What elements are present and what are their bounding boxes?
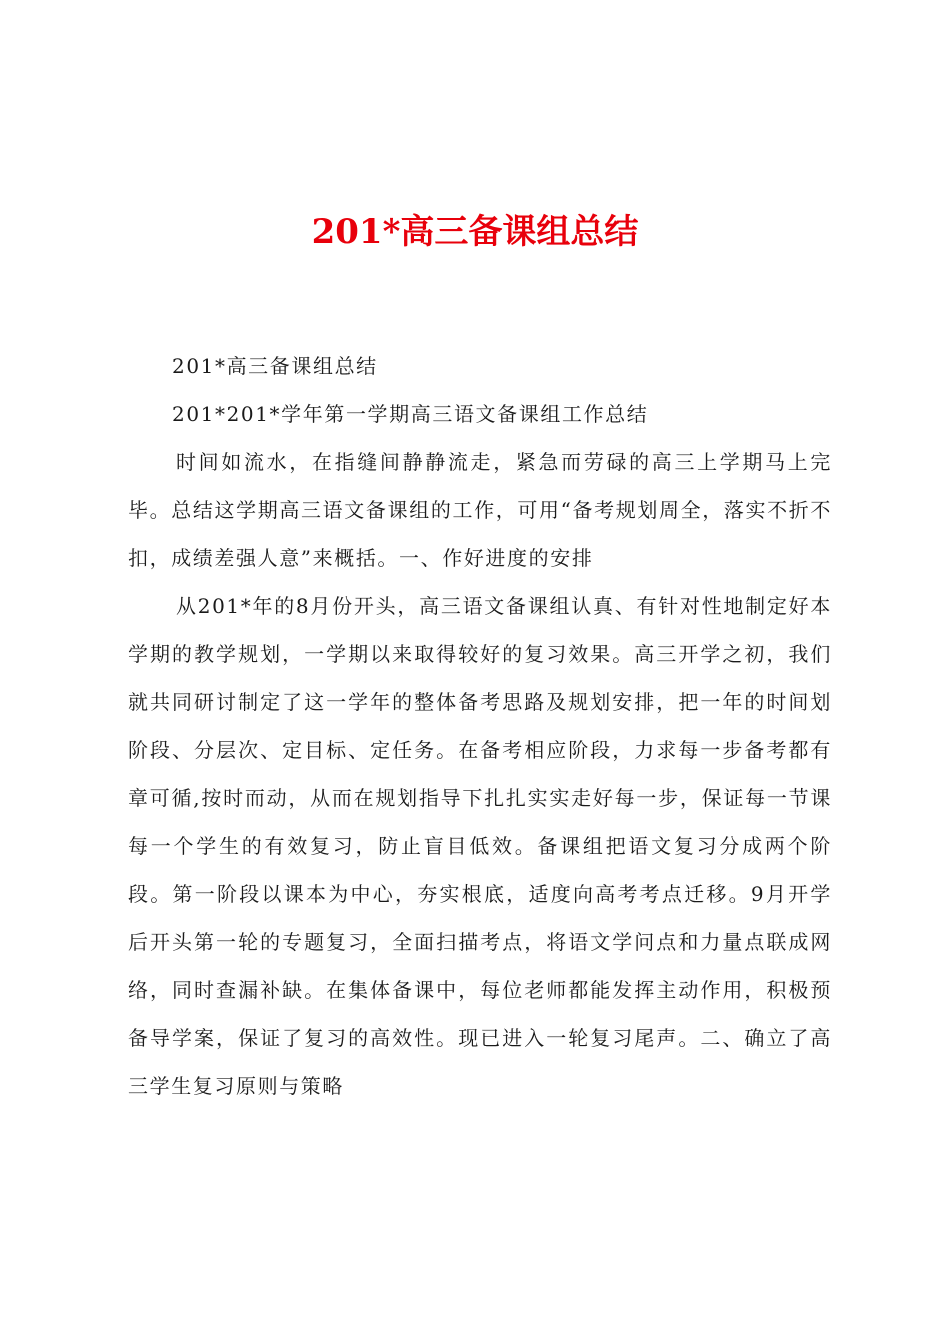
paragraph-2: 从201*年的8月份开头，高三语文备课组认真、有针对性地制定好本学期的教学规划，一学期以来取得较好的复习效果。高三开学之初，我们就共同研讨制定了这一学年的整体备考思路及规划安排，把一年的时间划阶段、分层次、定目标、定任务。在备考相应阶段，力求每一步备考都有章可循,按时而动，从而在规划指导下扎扎实实走好每一步，保证每一节课每一个学生的有效复习，防止盲目低效。备课组把语文复习分成两个阶段。第一阶段以课本为中心，夯实根底，适度向高考考点迁移。9月开学后开头第一轮的专题复习，全面扫描考点，将语文学问点和力量点联成网络，同时查漏补缺。在集体备课中，每位老师都能发挥主动作用，积极预备导学案，保证了复习的高效性。现已进入一轮复习尾声。二、确立了高三学生复习原则与策略 (128, 594, 832, 1098)
document-title: 201*高三备课组总结 (311, 212, 639, 252)
paragraph-1: 时间如流水，在指缝间静静流走，紧急而劳碌的高三上学期马上完毕。总结这学期高三语文备课组的工作，可用“备考规划周全，落实不折不扣，成绩差强人意”来概括。一、作好进度的安排 (128, 450, 832, 570)
subtitle-line-2: 201*201*学年第一学期高三语文备课组工作总结 (172, 402, 649, 426)
subtitle-line-1: 201*高三备课组总结 (172, 354, 378, 378)
document-body (128, 342, 832, 1110)
